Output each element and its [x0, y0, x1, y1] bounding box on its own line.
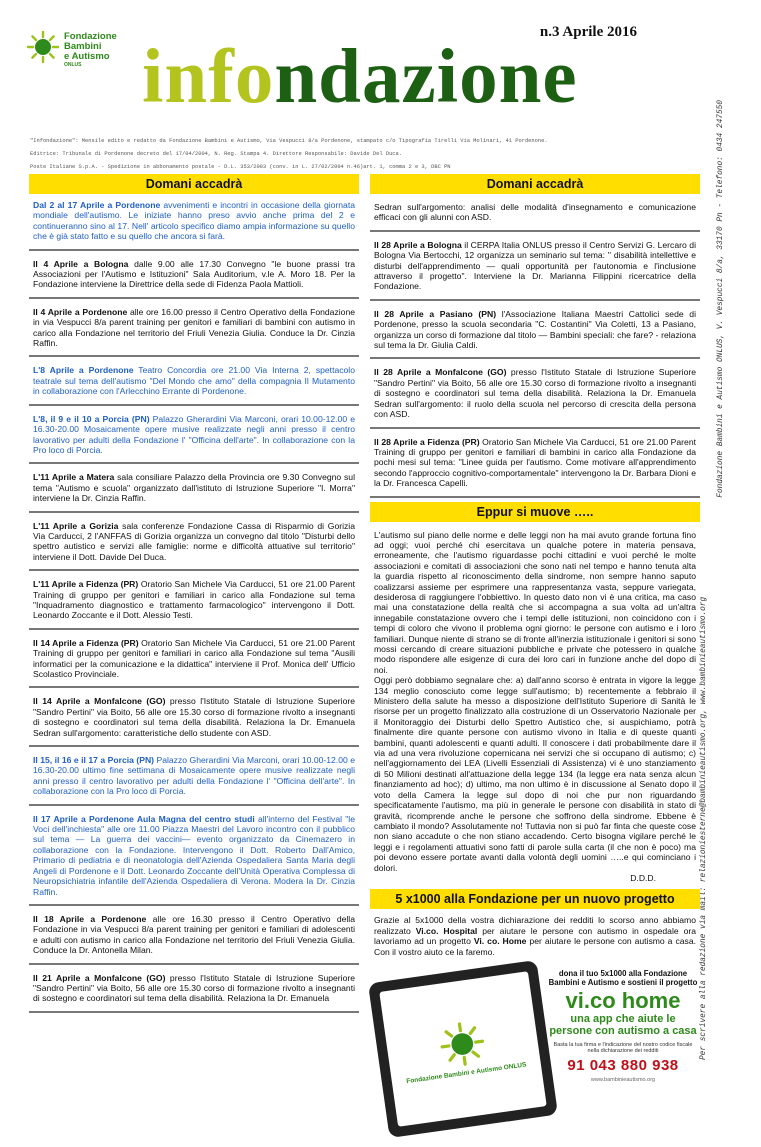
- donation-ad[interactable]: [370, 967, 700, 1147]
- event-text: sala conferenze Fondazione Cassa di Risparmio di Gorizia Via Carducci, 2 l'ANFFAS di Gorizia organizza un convegno dal titolo "Disturbi dello spettro autistico e servizi alle famiglie: norme e difficoltà attuative sul territorio" interviene il Dott. Davide Del Duca.: [33, 520, 355, 562]
- section-header-5x1000: 5 x1000 alla Fondazione per un nuovo progetto: [370, 889, 700, 909]
- ad-website: www.bambinieautismo.org: [590, 1076, 656, 1083]
- event-text: all'interno del Festival "le Voci dell'inchiesta" alle ore 11.00 Piazza Maestri del Lavoro incontro con il pubblico sul tema — La guerra dei vaccini— evento organizzato da Cinemazero in collaborazione con la Fondazione. Intervengono il Dott. Roberto Dall'Amico, Primario di pediatria e di neonatologia dell'Azienda Ospedaliera Santa Maria degli Angeli di Pordenone e il Dott. Leonardo Zoccante dell'Unità Operativa Complessa di Neuropsichiatria infantile dell'Azienda Ospedaliera di Verona. Modera la Dr. Cinzia Raffin.: [33, 813, 355, 897]
- event-item: [29, 414, 359, 465]
- event-lead: L'8, il 9 e il 10 a Porcia (PN): [33, 413, 150, 424]
- event-item: [370, 240, 700, 301]
- vertical-contact-text: Per scrivere alla redazione via mail: relazioniesterne@bambinieautismo.org, www.bambinieautismo.org Fondazione Bambini e Autismo ONLUS, V. Vespucci 8/a, 33170 Pn - Telefono: 0434 247550: [700, 100, 725, 1060]
- event-item: [370, 437, 700, 498]
- event-text: sala consiliare Palazzo della Provincia ore 9.30 Convegno sul tema "Autismo e scuola" organizzato dall'istituto di Istruzione Superiore "I. Morra" interviene la Dr. Cinzia Raffin.: [33, 472, 355, 504]
- event-text: avvenimenti e incontri in occasione della giornata mondiale dell'autismo. Le iniziate hanno preso avvio anche prima del 2 e continueranno sino al 17. Nell' articolo specifico diamo ampia informazione su quello che è già stato fatto e su quello che ancora si farà.: [33, 200, 355, 242]
- event-item: [29, 755, 359, 806]
- masthead-title: infondazione: [142, 33, 578, 119]
- x1000-text: [370, 915, 700, 961]
- event-lead: Il 18 Aprile a Pordenone: [33, 913, 147, 924]
- event-text: presso l'Istituto Statale di Istruzione Superiore "Sandro Pertini" via Boito, 56 alle ore 15.30 corso di formazione rivolto a insegnanti di sostegno e coordinatori sul tema della disabilità. Relaziona la Dr. Emanuela Sedran sull'argomento: il ruolo della scuola nel percorso di crescita della persona con ASD.: [374, 367, 696, 420]
- event-item: [29, 200, 359, 251]
- ad-brand: vi.co home: [565, 987, 681, 1013]
- event-text: alle ore 16.00 presso il Centro Operativo della Fondazione in via Vespucci 8/a parent training per genitori e familiari di bambini con autismo in carico alla Fondazione nel territorio del Friuli Venezia Giulia. Conduce la Dr. Cinzia Raffin.: [33, 306, 355, 349]
- event-lead: Il 28 Aprile a Pasiano (PN): [374, 308, 497, 319]
- section-header-eppur: Eppur si muove …..: [370, 502, 700, 522]
- event-text: Oratorio San Michele Via Carducci, 51 ore 21.00 Parent Training di gruppo per genitori e familiari in carico alla Fondazione sul tema "Inquadramento diagnostico e trattamento farmacologico" intervengono il Dott. Leonardo Zoccante e il Dott. Alessio Testi.: [33, 579, 355, 621]
- ad-text: [548, 969, 698, 1083]
- event-text: presso l'Istituto Statale di Istruzione Superiore "Sandro Pertini" via Boito, 56 alle ore 15.30 corso di formazione rivolto a insegnanti di sostegno e coordinatori sul tema della disabilità. Relaziona la Dr. Emanuela: [33, 972, 355, 1004]
- event-lead: Il 28 Aprile a Monfalcone (GO): [374, 367, 507, 378]
- right-column: [370, 174, 700, 1086]
- ad-note: Basta la tua firma e l'indicazione del nostro codice fiscale nella dichiarazione dei redditi: [553, 1041, 693, 1055]
- event-text: Palazzo Gherardini Via Marconi, orari 10.00-12.00 e 16.30-20.00 Mosaicamente opere musive realizzate negli anni presso il centro lavorativo per adulti della Fondazione l' "Officina dell'arte". In collaborazione con la Pro loco di Porcia.: [33, 413, 355, 455]
- imprint-text: "Infondazione": Mensile edito e redatto da Fondazione Bambini e Autismo, Via Vespucci 8/a Pordenone, stampato c/o Tipografia Tirelli Via Molinari, 41 Pordenone. Editrice: Tribunale di Pordenone decreto del 17/04/2004, N. Reg. Stampa 4. Direttore Responsabile: Davide Del Duca. Poste Italiane S.p.A. - Spedizione in abbonamento postale - D.L. 353/2003 (conv. in L. 27/02/2004 n.46)art. 1, comma 2 e 3, DBC PN: [30, 137, 548, 170]
- event-lead: L'8 Aprile a Pordenone: [33, 365, 134, 376]
- event-item: [370, 309, 700, 360]
- event-lead: Il 15, il 16 e il 17 a Porcia (PN): [33, 755, 155, 766]
- event-lead: Il 14 Aprile a Fidenza (PR): [33, 637, 139, 648]
- event-text: Sedran sull'argomento: analisi delle modalità d'insegnamento e comunicazione efficaci con gli alunni con ASD.: [374, 202, 696, 223]
- project-name: Vi. co. Home: [473, 936, 527, 947]
- event-lead: Il 4 Aprile a Pordenone: [33, 306, 128, 317]
- event-text: presso l'Istituto Statale di Istruzione Superiore "Sandro Pertini" via Boito, 56 alle ore 15.30 corso di formazione rivolto a insegnanti di sostegno e coordinatori sul tema della disabilità. Relaziona la Dr. Emanuela Sedran sull'argomento: caratteristiche dello studente con ASD.: [33, 696, 355, 738]
- event-text: Teatro Concordia ore 21.00 Via Interna 2, spettacolo teatrale sul tema dell'autismo "Del Mondo che amo" della compagnia Il Mutamento in collaborazione con l'Arlecchino Errante di Pordenone.: [33, 365, 355, 397]
- tablet-text: Fondazione Bambini e Autismo ONLUS: [405, 1061, 527, 1086]
- event-item: [29, 472, 359, 512]
- section-header-domani: Domani accadrà: [29, 174, 359, 194]
- event-text: Palazzo Gherardini Via Marconi, orari 10.00-12.00 e 16.30-20.00 ultimo fine settimana di Mosaicamente opere musive realizzate negli anni presso il centro lavorativo per adulti della Fondazione l' "Officina dell'arte". In collaborazione con la Pro loco di Porcia.: [33, 755, 355, 797]
- article-paragraph: L'autismo sul piano delle norme e delle leggi non ha mai avuto grande fortuna fino ad oggi; vuoi perché chi esercitava un qualche potere in materia pensava, erroneamente, che l'autismo riguardasse pochi cittadini e vuoi perché le molte associazioni e comitati di associazioni che sono nati nel tempo e hanno tenuta alta la guardia rispetto al riconoscimento della sindrome, non sempre hanno saputo coalizzarsi assieme per esprimere una rappresentanza vasta, seppure variegata, desiderosa di raggiungere l'obbiettivo. In questo dato non vi è una critica, ma caso mai una constatazione della realtà che si accompagna a sua volta ad un'altra innegabile constatazione ovvero che i tempi delle istituzioni, non coincidono con i tempi di coloro che vivono il problema ogni giorno: le persone con autismo e i loro familiari. Dunque niente di strano se di fronte all'inerzia istituzionale i genitori si sono mossi cercando di creare situazioni pubbliche e private che potessero in qualche modo rispondere alle esigenze di cura dei loro cari in funzione anche del dopo di noi.: [374, 529, 696, 675]
- event-text: il CERPA Italia ONLUS presso il Centro Servizi G. Lercaro di Bologna Via Bertocchi, 12 organizza un seminario sul tema: " disabilità intellettive e disturbi dell'apprendimento — quali opportunità per l'autonomia e l'inclusione attraverso il progetto". Interviene la Dr. Marianna Filippini ricercatrice della Fondazione.: [374, 239, 696, 292]
- event-item: [29, 307, 359, 358]
- x1000-text-part: per aiutare le persone con autismo a casa. Con il vostro aiuto ce la faremo.: [374, 936, 696, 957]
- event-item: [29, 638, 359, 689]
- issue-number: n.3 Aprile 2016: [539, 24, 637, 40]
- event-lead: Dal 2 al 17 Aprile a Pordenone: [33, 200, 161, 210]
- event-text: Oratorio San Michele Via Carducci, 51 ore 21.00 Parent Training di gruppo per genitori e familiari di bambini in carico alla Fondazione da pochi mesi sul tema: "Linee guida per l'autismo. Come motivare all'apprendimento secondo l'approccio cognitivo-comportamentale" intervengono la Dr. Barbara Dioni e la Dr. Francesca Capelli.: [374, 436, 696, 489]
- project-name: Vi.co. Hospital: [415, 925, 478, 936]
- event-text: alle ore 16.30 presso il Centro Operativo della Fondazione in via Vespucci 8/a parent training per genitori e familiari di adolescenti e adulti con autismo in carico alla Fondazione nel territorio del Friuli Venezia Giulia. Conduce la Dr. Antonella Milan.: [33, 913, 355, 956]
- sun-logo-icon: [26, 30, 60, 64]
- article-signature: D.D.D.: [630, 872, 656, 883]
- article-eppur: [370, 530, 700, 888]
- event-lead: Il 17 Aprile a Pordenone Aula Magna del centro studi: [33, 813, 255, 824]
- event-text: l'Associazione Italiana Maestri Cattolici sede di Pordenone, presso la scuola secondaria "C. Costantini" Via Coletti, 13 a Pasiano, organizza un corso di formazione dal titolo — Bambini speciali: che fare? - relaziona sul tema la Dr. Giulia Caldi.: [374, 308, 696, 351]
- event-lead: Il 28 Aprile a Bologna: [374, 239, 462, 250]
- event-item: [29, 579, 359, 630]
- event-lead: L'11 Aprile a Fidenza (PR): [33, 579, 139, 590]
- ad-tagline: una app che aiute le persone con autismo a casa: [549, 1012, 697, 1038]
- event-lead: L'11 Aprile a Gorizia: [33, 520, 119, 531]
- event-lead: Il 14 Aprile a Monfalcone (GO): [33, 696, 166, 707]
- sun-logo-icon: [436, 1018, 488, 1070]
- logo-text: Fondazione Bambini e Autismo ONLUS: [64, 31, 117, 68]
- event-item: [370, 367, 700, 428]
- ad-line: dona il tuo 5x1000 alla Fondazione Bambini e Autismo e sostieni il progetto: [548, 968, 698, 987]
- section-header-domani-right: Domani accadrà: [370, 174, 700, 194]
- event-lead: L'11 Aprile a Matera: [33, 472, 115, 483]
- event-item: [29, 521, 359, 572]
- tablet-image: [368, 960, 558, 1138]
- event-item: [29, 696, 359, 747]
- event-item: [29, 814, 359, 906]
- event-lead: Il 28 Aprile a Fidenza (PR): [374, 436, 480, 447]
- x1000-text-part: per aiutare le persone con autismo in ospedale ora lavoriamo ad un progetto: [374, 925, 696, 947]
- event-item: [29, 259, 359, 299]
- event-item: [29, 365, 359, 405]
- article-paragraph: Oggi però dobbiamo segnalare che: a) dall'anno scorso è entrata in vigore la legge 134 meglio conosciuto come legge sull'autismo; b) recentemente a febbraio il Ministero della salute ha messo a disposizione dell'Istituto Superiore di Sanità le risorse per un progetto finalizzato alla costruzione di un Osservatorio Nazionale per il Monitoraggio dei Disturbi dello Spettro Autistico che, si auspichiamo, potrà finalmente dire quante persone con autismo vivono in Italia e di queste quanti bambini, quanti adolescenti e quanti adulti. Il conoscere i dati probabilmente dare il via ad una vera rivoluzione copernicana nei servizi che si occupano di autismo; c) nell'aggiornamento dei LEA (Livelli Essenziali di Assistenza) vi è uno stanziamento di 50 Milioni destinati all'attuazione della legge 134 (la legge era nata senza alcun finanziamento ad hoc); d) ultimo, ma non ultimo è in discussione al Senato dopo il voto della Camera la legge sul dopo di noi che pur non riguardando specificatamente l'autismo, ma più in generale le persone con disabilità in stato di gravità, ricomprende anche le persone che soffrono della sindrome. Ebbene è cambiato il mondo? Assolutamente no! Tuttavia non si può far finta che queste cose non siano accadute o che non stiano accadendo. Certo bisogna vigilare perché le leggi e i regolamenti attuativi sono fatti di parole sulla carta (il che non è poco) ma poi devono essere portate avanti dalla volontà degli uomini …..e qui cominciano i dolori.: [374, 675, 696, 873]
- event-item: [29, 914, 359, 965]
- event-lead: Il 21 Aprile a Monfalcone (GO): [33, 972, 166, 983]
- x1000-text-part: Grazie al 5x1000 della vostra dichiarazione dei redditi lo scorso anno abbiamo realizzato: [374, 915, 696, 936]
- foundation-logo: [26, 30, 126, 70]
- event-text: Oratorio San Michele Via Carducci, 51 ore 21.00 Parent Training di gruppo per genitori e familiari in carico alla Fondazione sul tema "Ausili informatici per la comunicazione e la didattica" interviene il Prof. Monica dell' Ufficio Scolastico Provinciale.: [33, 637, 355, 679]
- left-column: [29, 174, 359, 1042]
- event-text: dalle 9.00 alle 17.30 Convegno "le buone prassi tra Associazioni per l'Autismo e Istituzioni" Sala Auditorium, v.le A. Moro 18. Per la Fondazione interviene la Direttrice della sede di Fidenza Paola Mattioli.: [33, 258, 355, 290]
- fiscal-code: 91 043 880 938: [567, 1056, 679, 1074]
- event-item: [29, 973, 359, 1013]
- event-item: [370, 202, 700, 232]
- event-lead: Il 4 Aprile a Bologna: [33, 258, 129, 269]
